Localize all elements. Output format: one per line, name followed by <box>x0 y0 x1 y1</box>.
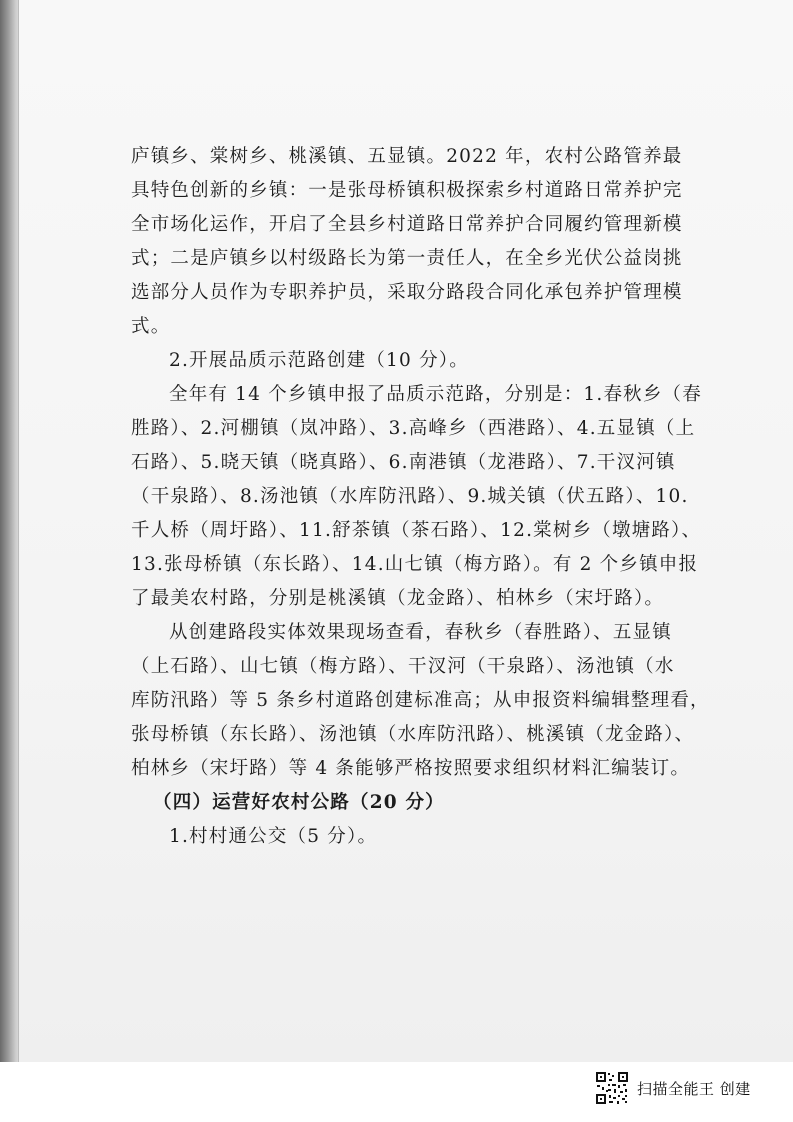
text-line: 了最美农村路，分别是桃溪镇（龙金路）、柏林乡（宋圩路）。 <box>131 588 665 609</box>
paper-sheet <box>18 0 793 1062</box>
text-line: 1.村村通公交（5 分）。 <box>169 826 378 847</box>
section-heading: （四）运营好农村公路（20 分） <box>153 792 445 813</box>
scanner-watermark <box>595 1071 751 1105</box>
text-line: 石路）、5.晓天镇（晓真路）、6.南港镇（龙港路）、7.干汊河镇 <box>131 452 676 473</box>
text-line: （干泉路）、8.汤池镇（水库防汛路）、9.城关镇（伏五路）、10. <box>131 486 689 507</box>
text-line: （上石路）、山七镇（梅方路）、干汊河（干泉路）、汤池镇（水 <box>131 656 675 677</box>
text-line: 从创建路段实体效果现场查看，春秋乡（春胜路）、五显镇 <box>169 622 672 643</box>
text-line: 选部分人员作为专职养护员，采取分路段合同化承包养护管理模 <box>131 282 683 303</box>
qr-code-icon <box>595 1071 629 1105</box>
text-line: 式；二是庐镇乡以村级路长为第一责任人，在全乡光伏公益岗挑 <box>131 248 683 269</box>
text-line: 柏林乡（宋圩路）等 4 条能够严格按照要求组织材料汇编装订。 <box>131 758 691 779</box>
text-line: 13.张母桥镇（东长路）、14.山七镇（梅方路）。有 2 个乡镇申报 <box>131 554 699 575</box>
text-line: 全年有 14 个乡镇申报了品质示范路，分别是：1.春秋乡（春 <box>169 384 702 405</box>
text-line: 胜路）、2.河棚镇（岚冲路）、3.高峰乡（西港路）、4.五显镇（上 <box>131 418 696 439</box>
scanner-app-label: 扫描全能王 创建 <box>637 1079 751 1098</box>
document-body <box>131 140 710 854</box>
text-line: 全市场化运作，开启了全县乡村道路日常养护合同履约管理新模 <box>131 214 683 235</box>
text-line: 庐镇乡、棠树乡、桃溪镇、五显镇。2022 年，农村公路管养最 <box>131 146 683 167</box>
text-line: 2.开展品质示范路创建（10 分）。 <box>169 350 469 371</box>
text-line: 式。 <box>131 316 171 337</box>
text-line: 库防汛路）等 5 条乡村道路创建标准高；从申报资料编辑整理看， <box>131 690 710 711</box>
text-line: 张母桥镇（东长路）、汤池镇（水库防汛路）、桃溪镇（龙金路）、 <box>131 724 695 745</box>
text-line: 具特色创新的乡镇：一是张母桥镇积极探索乡村道路日常养护完 <box>131 180 683 201</box>
text-line: 千人桥（周圩路）、11.舒茶镇（茶石路）、12.棠树乡（墩塘路）、 <box>131 520 702 541</box>
